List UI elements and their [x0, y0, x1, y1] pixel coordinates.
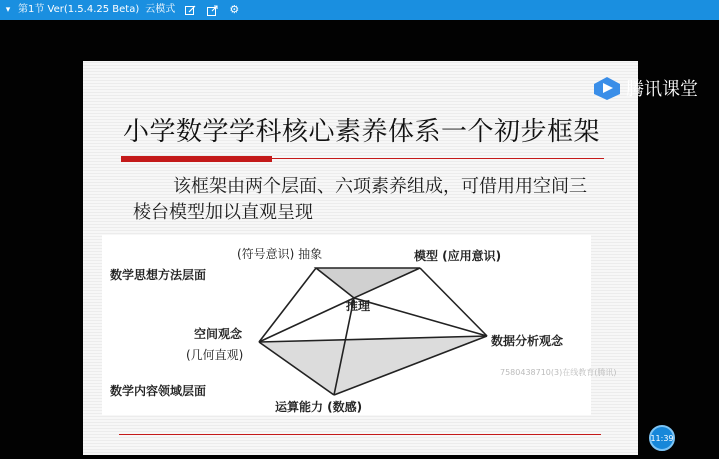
label-reasoning: 推理	[346, 299, 371, 313]
chevron-down-icon[interactable]: ▾	[5, 5, 11, 15]
window-title: 第1节 Ver(1.5.4.25 Beta)	[18, 4, 140, 15]
brand-text: 腾讯课堂	[626, 79, 698, 100]
slide-body-text: 该框架由两个层面、六项素养组成，可借用用空间三棱台模型加以直观呈现	[133, 176, 587, 223]
label-data-analysis: 数据分析观念	[491, 334, 564, 348]
label-model: 模型 (应用意识)	[414, 249, 502, 263]
footer-divider	[119, 434, 601, 435]
brand-logo	[592, 75, 698, 101]
watermark: 7580438710(3)在线教育(腾讯)	[500, 368, 617, 377]
mode-label: 云模式	[145, 4, 176, 15]
title-bar	[0, 0, 719, 20]
label-geometry-intuition: (几何直观)	[186, 348, 244, 362]
label-method-level: 数学思想方法层面	[110, 268, 207, 282]
frustum-diagram	[102, 235, 591, 415]
time-badge[interactable]: 11:39	[649, 425, 675, 451]
slide-title: 小学数学学科核心素养体系一个初步框架	[123, 117, 601, 147]
label-symbol-abstract: (符号意识) 抽象	[237, 247, 323, 261]
label-content-level: 数学内容领域层面	[110, 384, 207, 398]
label-space-concept: 空间观念	[194, 327, 243, 341]
title-underline-bar	[121, 156, 272, 162]
play-logo-icon	[592, 75, 622, 101]
gear-icon[interactable]: ⚙	[229, 3, 240, 16]
edit-icon[interactable]	[183, 0, 197, 20]
label-computation: 运算能力 (数感)	[275, 400, 363, 414]
video-stage	[0, 20, 719, 459]
share-icon[interactable]	[205, 0, 219, 20]
title-underline	[272, 158, 604, 159]
